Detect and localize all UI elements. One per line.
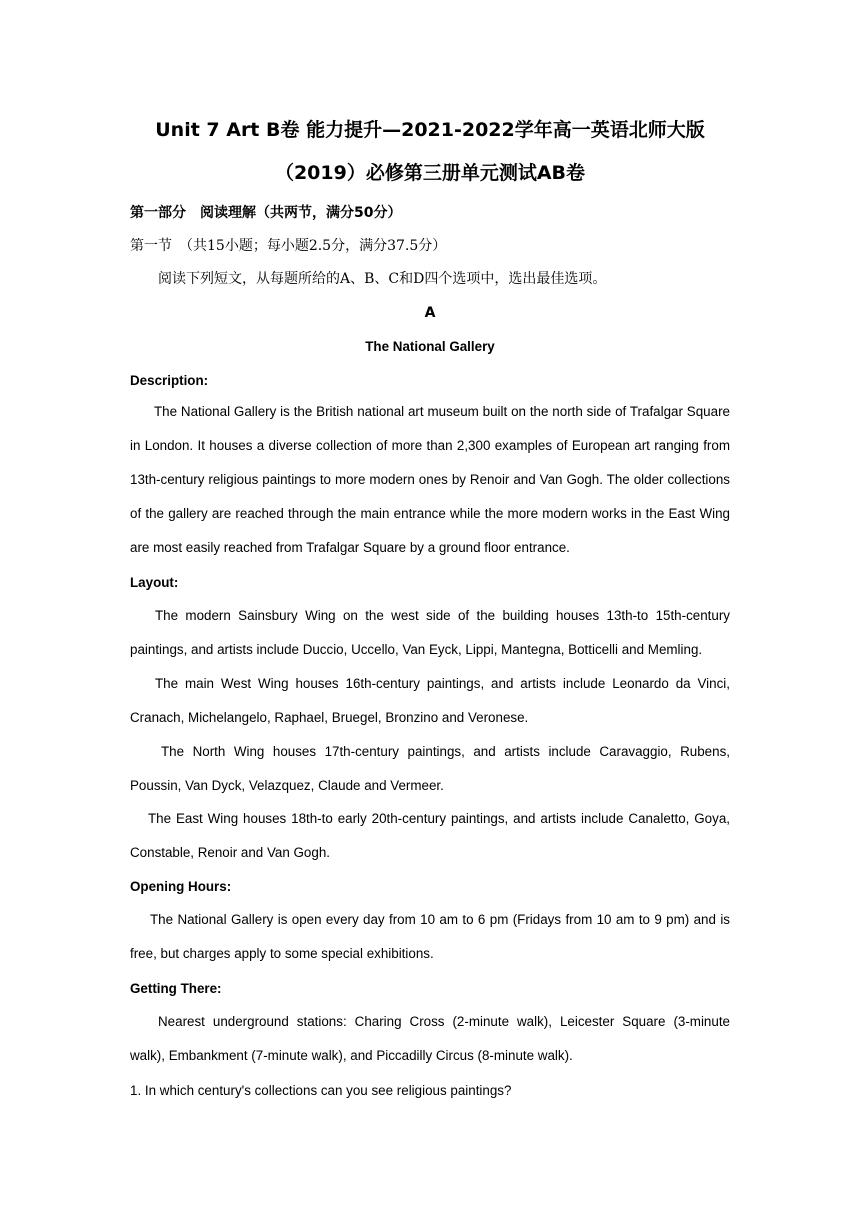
document-title-line-1: Unit 7 Art B卷 能力提升—2021-2022学年高一英语北师大版 — [155, 119, 705, 141]
description-heading: Description: — [130, 373, 209, 388]
getting-there-heading: Getting There: — [130, 981, 222, 996]
opening-hours-paragraph: The National Gallery is open every day from 10 am to 6 pm (Fridays from 10 am to 9 pm) and is free, but charges apply to some special exhibitions. — [130, 912, 730, 961]
layout-paragraph-sainsbury-wing: The modern Sainsbury Wing on the west side of the building houses 13th-to 15th-century paintings, and artists include Duccio, Uccello, Van Eyck, Lippi, Mantegna, Botticelli and Memling. — [130, 608, 730, 657]
layout-paragraph-north-wing: The North Wing houses 17th-century paintings, and artists include Caravaggio, Rubens, Poussin, Van Dyck, Velazquez, Claude and Vermeer. — [130, 744, 730, 793]
description-paragraph: The National Gallery is the British national art museum built on the north side of Trafalgar Square in London. It houses a diverse collection of more than 2,300 examples of European art ranging from 13th-century religious paintings to more modern ones by Renoir and Van Gogh. The older collections of the gallery are reached through the main entrance while the more modern works in the East Wing are most easily reached from Trafalgar Square by a ground floor entrance. — [130, 404, 730, 555]
passage-letter: A — [424, 305, 436, 321]
opening-hours-heading: Opening Hours: — [130, 879, 232, 894]
section-heading: 第一节 （共15小题；每小题2.5分，满分37.5分） — [130, 238, 447, 254]
instructions: 阅读下列短文，从每题所给的A、B、C和D四个选项中，选出最佳选项。 — [158, 271, 607, 287]
document-title-line-2: （2019）必修第三册单元测试AB卷 — [274, 162, 586, 184]
layout-paragraph-east-wing: The East Wing houses 18th-to early 20th-century paintings, and artists include Canaletto, Goya, Constable, Renoir and Van Gogh. — [130, 811, 730, 860]
layout-heading: Layout: — [130, 575, 179, 590]
layout-paragraph-west-wing: The main West Wing houses 16th-century paintings, and artists include Leonardo da Vinci, Cranach, Michelangelo, Raphael, Bruegel, Bronzino and Veronese. — [130, 676, 730, 725]
getting-there-paragraph: Nearest underground stations: Charing Cross (2-minute walk), Leicester Square (3-minute walk), Embankment (7-minute walk), and Piccadilly Circus (8-minute walk). — [130, 1014, 730, 1063]
passage-title: The National Gallery — [365, 339, 495, 354]
question-1: 1. In which century's collections can you see religious paintings? — [130, 1083, 512, 1098]
part-heading: 第一部分 阅读理解（共两节，满分50分） — [130, 205, 402, 221]
